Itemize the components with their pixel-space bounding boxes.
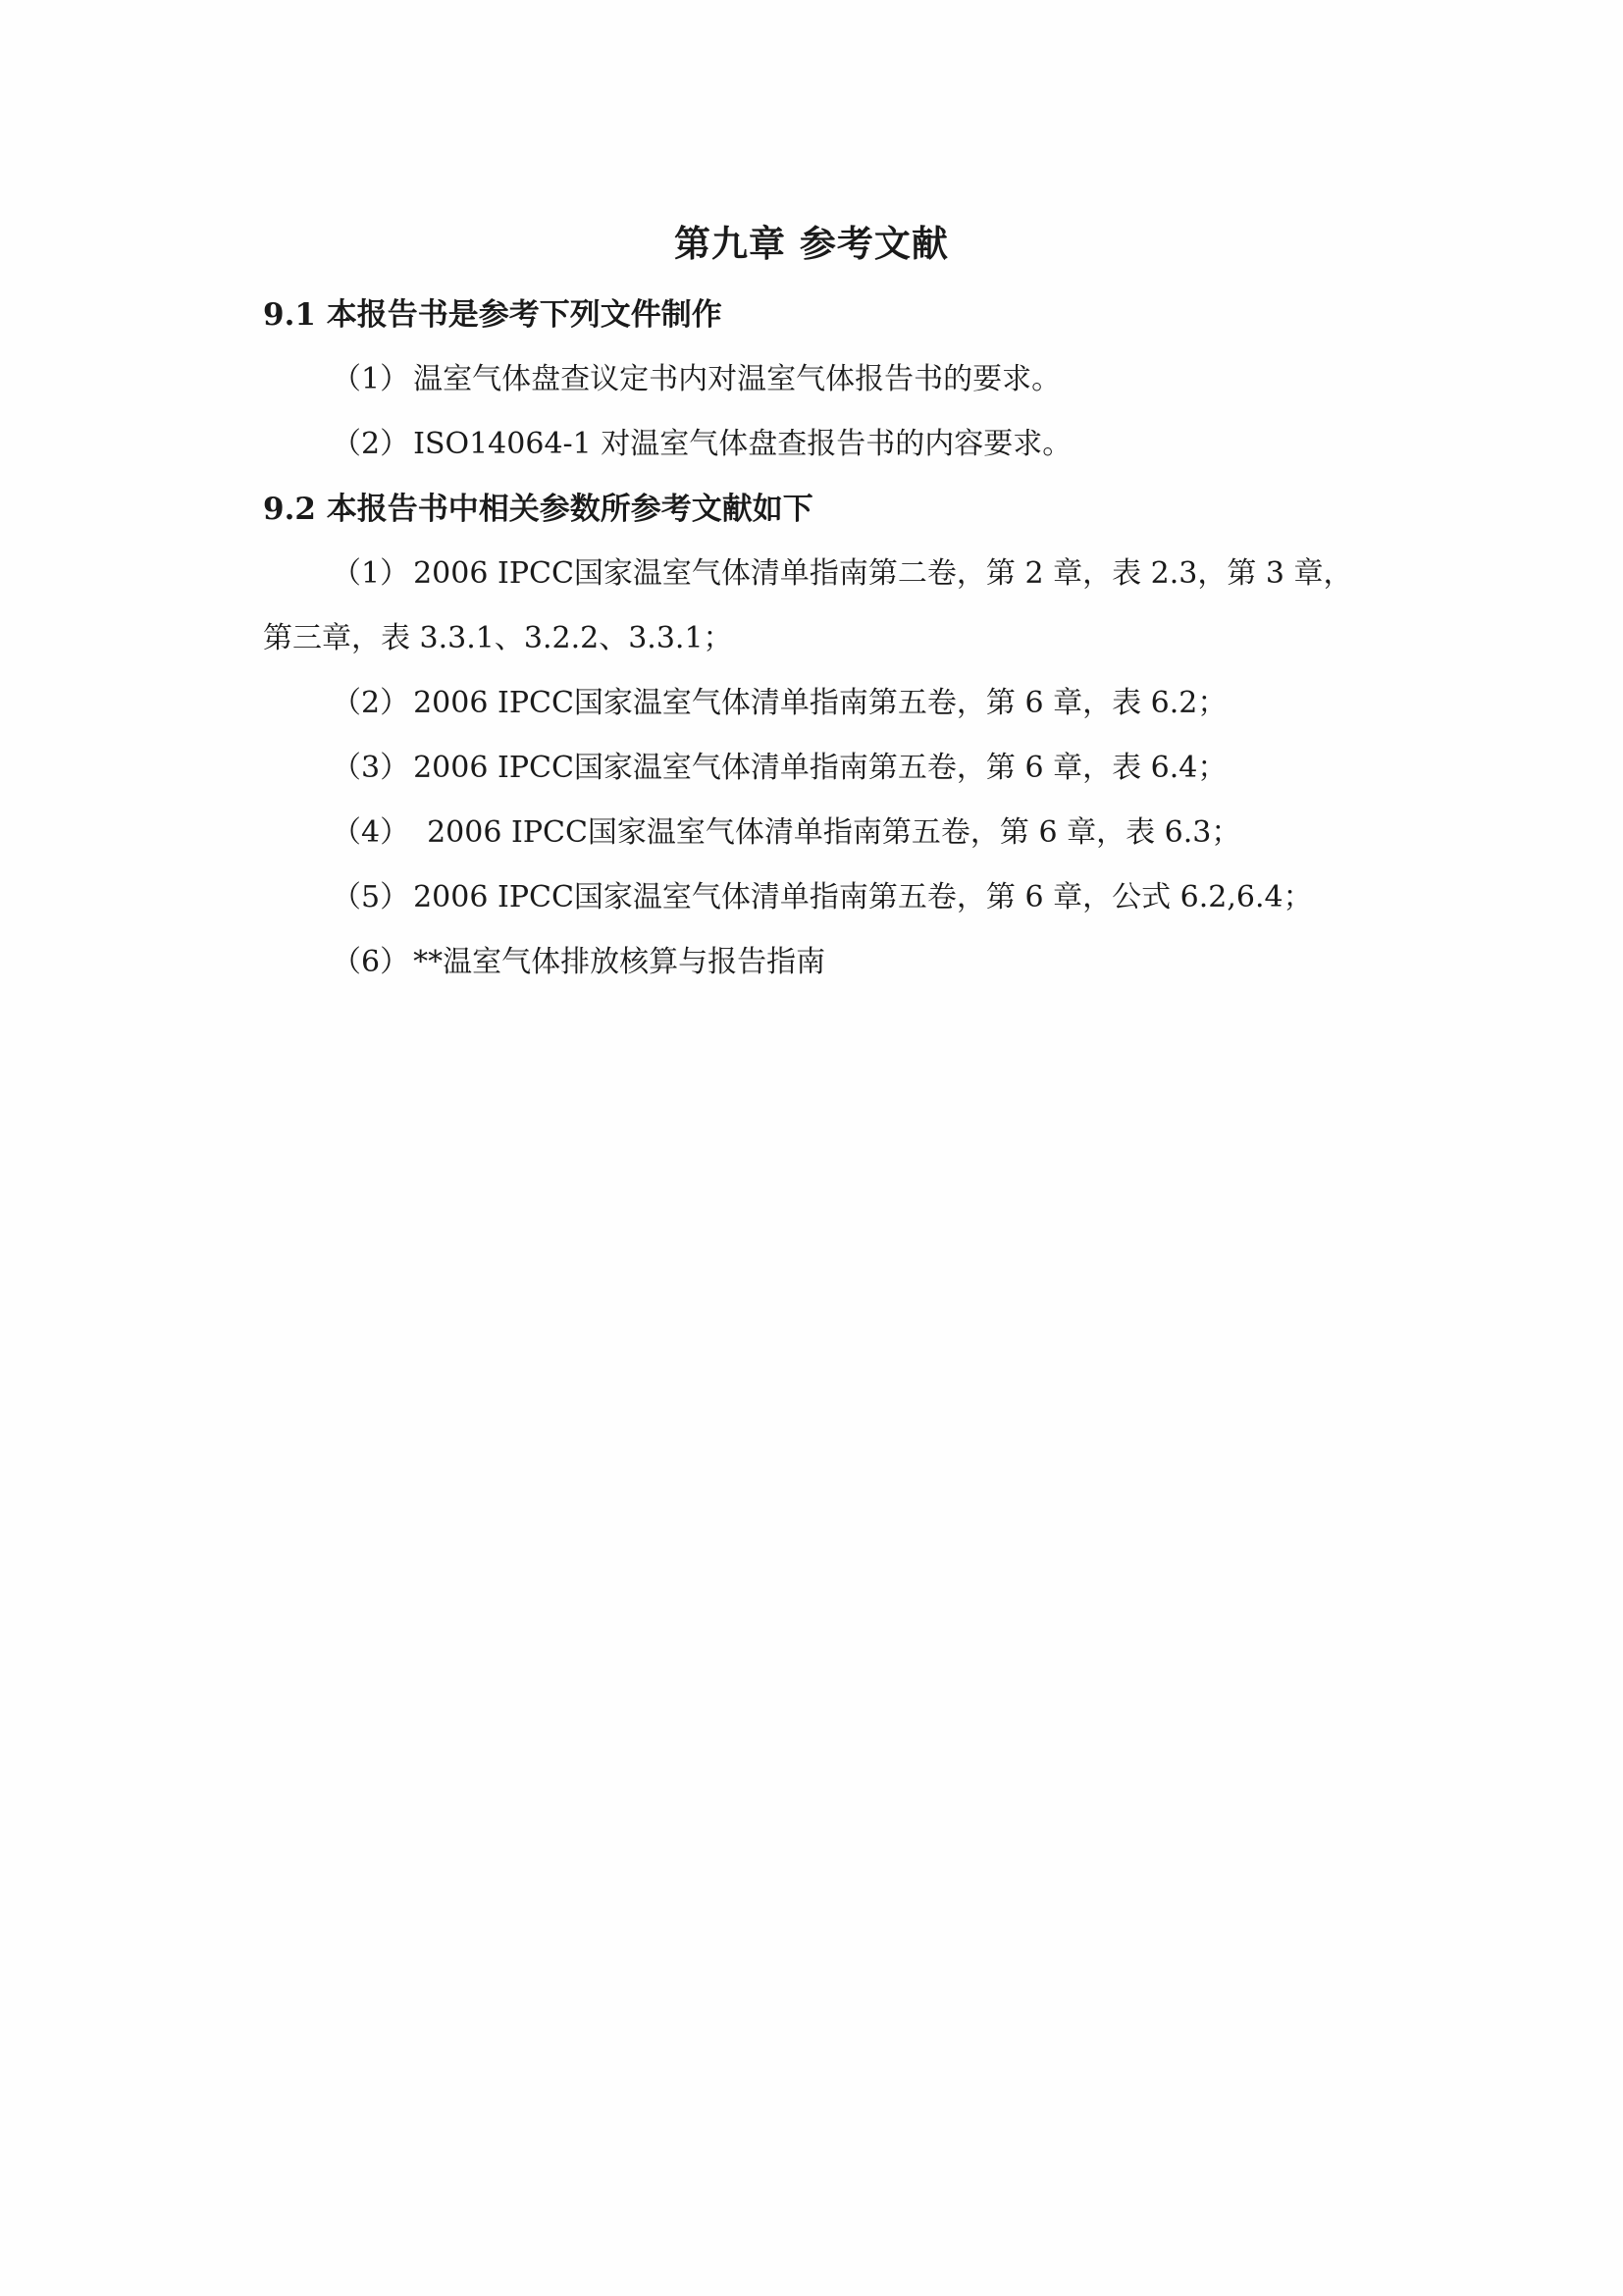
list-item-text: 2006 IPCC国家温室气体清单指南第五卷，第 6 章，表 6.4； bbox=[413, 751, 1228, 785]
list-item-text: **温室气体排放核算与报告指南 bbox=[413, 945, 826, 979]
list-item bbox=[332, 938, 825, 987]
list-item-number: （4） bbox=[332, 815, 410, 850]
list-item bbox=[332, 679, 1227, 728]
list-item bbox=[332, 355, 1061, 404]
list-item bbox=[332, 549, 1353, 599]
list-item-number: （2） bbox=[332, 686, 410, 720]
list-item bbox=[332, 420, 1072, 469]
list-item bbox=[332, 873, 1313, 922]
list-item bbox=[332, 744, 1227, 793]
list-item-text: 2006 IPCC国家温室气体清单指南第五卷，第 6 章，表 6.3； bbox=[427, 815, 1241, 850]
chapter-title: 第九章 参考文献 bbox=[674, 222, 949, 265]
list-item-text: 2006 IPCC国家温室气体清单指南第二卷，第 2 章，表 2.3，第 3 章， bbox=[413, 556, 1353, 591]
list-item-number: （6） bbox=[332, 945, 410, 979]
list-item-continuation: 第三章，表 3.3.1、3.2.2、3.3.1； bbox=[263, 621, 733, 655]
list-item bbox=[332, 809, 1240, 858]
list-item-number: （3） bbox=[332, 751, 410, 785]
list-item-number: （2） bbox=[332, 427, 410, 461]
section-heading-9-2: 9.2 本报告书中相关参数所参考文献如下 bbox=[263, 492, 813, 527]
list-item-text: ISO14064-1 对温室气体盘查报告书的内容要求。 bbox=[413, 427, 1073, 461]
list-item-text: 2006 IPCC国家温室气体清单指南第五卷，第 6 章，公式 6.2,6.4； bbox=[413, 880, 1313, 914]
list-item-number: （1） bbox=[332, 362, 410, 396]
section-heading-9-1: 9.1 本报告书是参考下列文件制作 bbox=[263, 297, 722, 333]
list-item-text: 温室气体盘查议定书内对温室气体报告书的要求。 bbox=[413, 362, 1062, 396]
list-item-text: 2006 IPCC国家温室气体清单指南第五卷，第 6 章，表 6.2； bbox=[413, 686, 1228, 720]
list-item-number: （5） bbox=[332, 880, 410, 914]
list-item-number: （1） bbox=[332, 556, 410, 591]
